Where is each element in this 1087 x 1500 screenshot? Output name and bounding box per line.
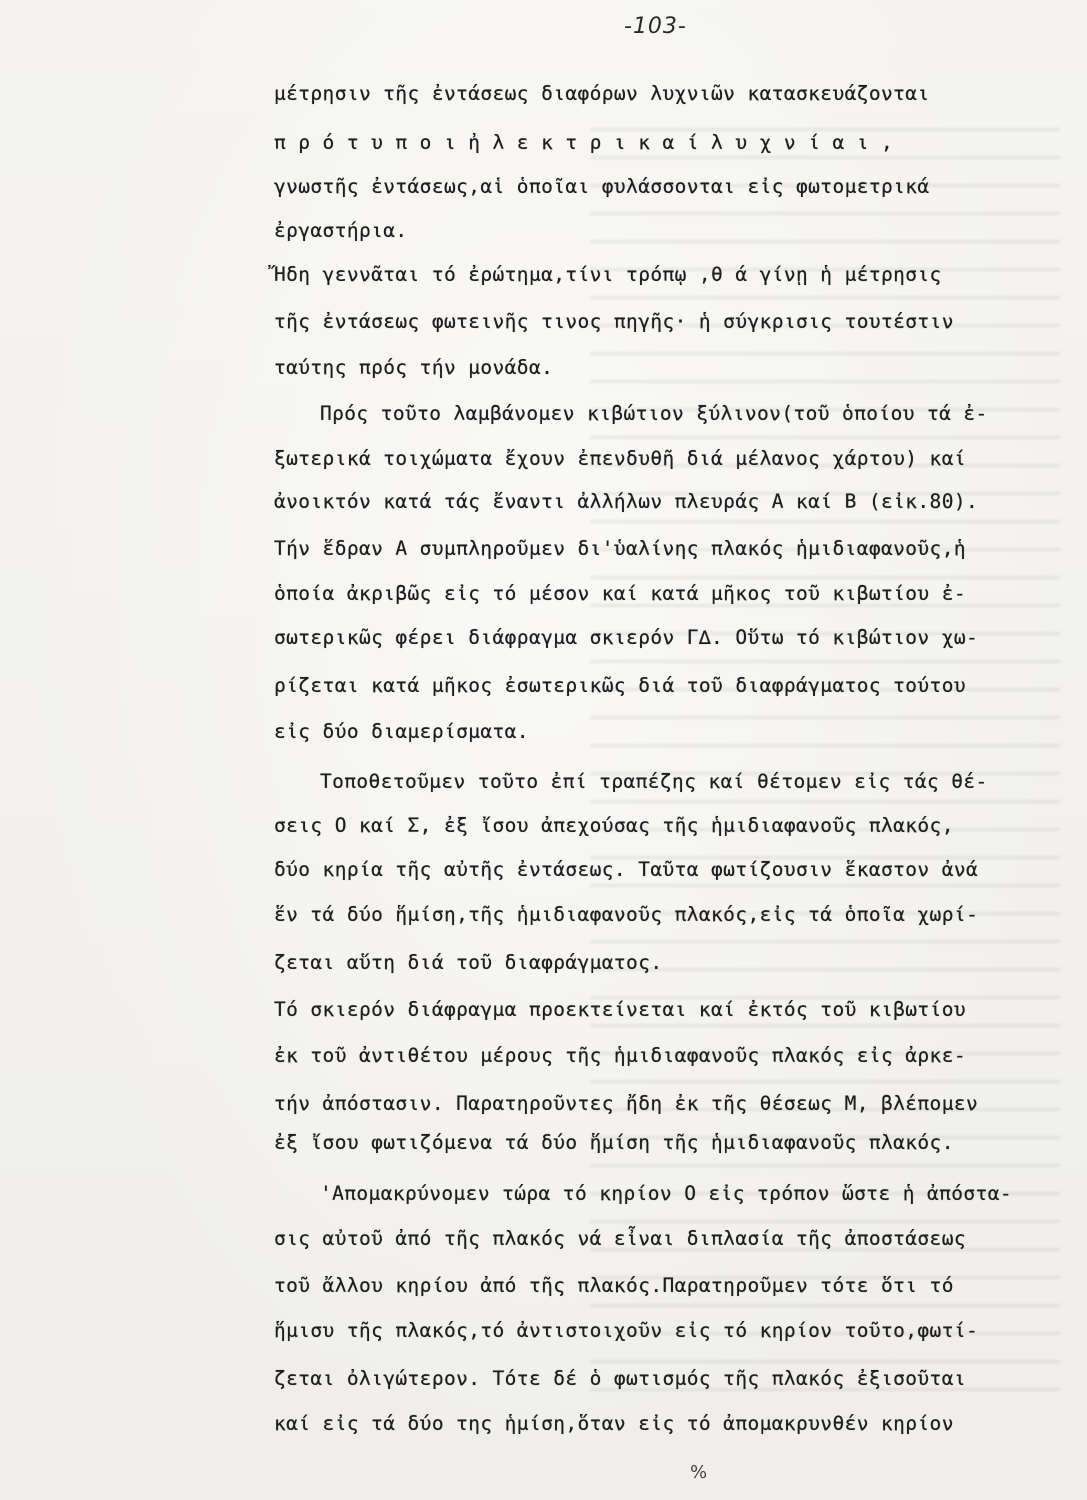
text-line: Τοποθετοῦμεν τοῦτο ἐπί τραπέζης καί θέτομεν εἰς τάς θέ-: [320, 770, 988, 793]
text-line: Ἤδη γεννᾶται τό ἐρώτημα,τίνι τρόπῳ ,θ ά γίνῃ ἡ μέτρησις: [274, 263, 942, 286]
text-line: καί εἰς τά δύο της ἡμίση,ὅταν εἰς τό ἀπομακρυνθέν κηρίον: [274, 1412, 954, 1435]
page-number: -103-: [624, 14, 687, 39]
text-line: τήν ἀπόστασιν. Παρατηροῦντες ἤδη ἐκ τῆς θέσεως Μ, βλέπομεν: [274, 1092, 979, 1115]
text-line: ἐκ τοῦ ἀντιθέτου μέρους τῆς ἡμιδιαφανοῦς πλακός εἰς ἀρκε-: [274, 1044, 966, 1067]
text-line: ταύτης πρός τήν μονάδα.: [274, 356, 554, 379]
text-line: σωτερικῶς φέρει διάφραγμα σκιερόν Γ∆. Οὕτω τό κιβώτιον χω-: [274, 626, 979, 649]
text-line: Πρός τοῦτο λαμβάνομεν κιβώτιον ξύλινον(τοῦ ὁποίου τά ἐ-: [320, 402, 988, 425]
text-line: δύο κηρία τῆς αὐτῆς ἐντάσεως. Ταῦτα φωτίζουσιν ἕκαστον ἀνά: [274, 858, 979, 881]
text-line: ζεται αὕτη διά τοῦ διαφράγματος.: [274, 951, 663, 974]
text-line: ὁποία ἀκριβῶς εἰς τό μέσον καί κατά μῆκος τοῦ κιβωτίου ἐ-: [274, 582, 966, 605]
text-line: ρίζεται κατά μῆκος ἐσωτερικῶς διά τοῦ διαφράγματος τούτου: [274, 674, 966, 697]
text-line: μέτρησιν τῆς ἐντάσεως διαφόρων λυχνιῶν κατασκευάζονται: [274, 82, 930, 105]
text-line: ἥμισυ τῆς πλακός,τό ἀντιστοιχοῦν εἰς τό κηρίον τοῦτο,φωτί-: [274, 1319, 979, 1342]
text-line: σεις Ο καί Σ, ἐξ ἴσου ἀπεχούσας τῆς ἡμιδιαφανοῦς πλακός,: [274, 814, 954, 837]
text-line: τῆς ἐντάσεως φωτεινῆς τινος πηγῆς· ἡ σύγκρισις τουτέστιν: [274, 310, 954, 333]
text-line: ἕν τά δύο ἥμίση,τῆς ἡμιδιαφανοῦς πλακός,εἰς τά ὁποῖα χωρί-: [274, 903, 979, 926]
bleed-through-text: [590, 110, 1060, 1410]
text-line: π ρ ό τ υ π ο ι ἠ λ ε κ τ ρ ι κ α ί λ υ χ ν ί α ι ,: [274, 131, 894, 154]
text-line: ἐξ ἴσου φωτιζόμενα τά δύο ἥμίση τῆς ἡμιδιαφανοῦς πλακός.: [274, 1131, 954, 1154]
text-line: εἰς δύο διαμερίσματα.: [274, 720, 529, 743]
text-line: σις αὐτοῦ ἀπό τῆς πλακός νά εἶναι διπλασία τῆς ἀποστάσεως: [274, 1227, 966, 1250]
text-line: ἐργαστήρια.: [274, 219, 408, 242]
footer-mark: %: [690, 1462, 708, 1483]
text-line: γνωστῆς ἐντάσεως,αἱ ὁποῖαι φυλάσσονται εἰς φωτομετρικά: [274, 175, 930, 198]
text-line: ξωτερικά τοιχώματα ἔχουν ἐπενδυθῆ διά μέλανος χάρτου) καί: [274, 447, 966, 470]
text-line: τοῦ ἄλλου κηρίου ἀπό τῆς πλακός.Παρατηροῦμεν τότε ὅτι τό: [274, 1274, 954, 1297]
text-line: ἀνοικτόν κατά τάς ἔναντι ἀλλήλων πλευράς Α καί Β (εἰκ.80).: [274, 490, 979, 513]
text-line: ζεται ὀλιγώτερον. Τότε δέ ὁ φωτισμός τῆς πλακός ἐξισοῦται: [274, 1367, 966, 1390]
text-line: Τό σκιερόν διάφραγμα προεκτείνεται καί ἐκτός τοῦ κιβωτίου: [274, 998, 966, 1021]
text-line: Τήν ἕδραν Α συμπληροῦμεν δι'ὑαλίνης πλακός ἡμιδιαφανοῦς,ἡ: [274, 537, 966, 560]
text-line: 'Απομακρύνομεν τώρα τό κηρίον Ο εἰς τρόπον ὥστε ἡ ἀπόστα-: [320, 1182, 1012, 1205]
